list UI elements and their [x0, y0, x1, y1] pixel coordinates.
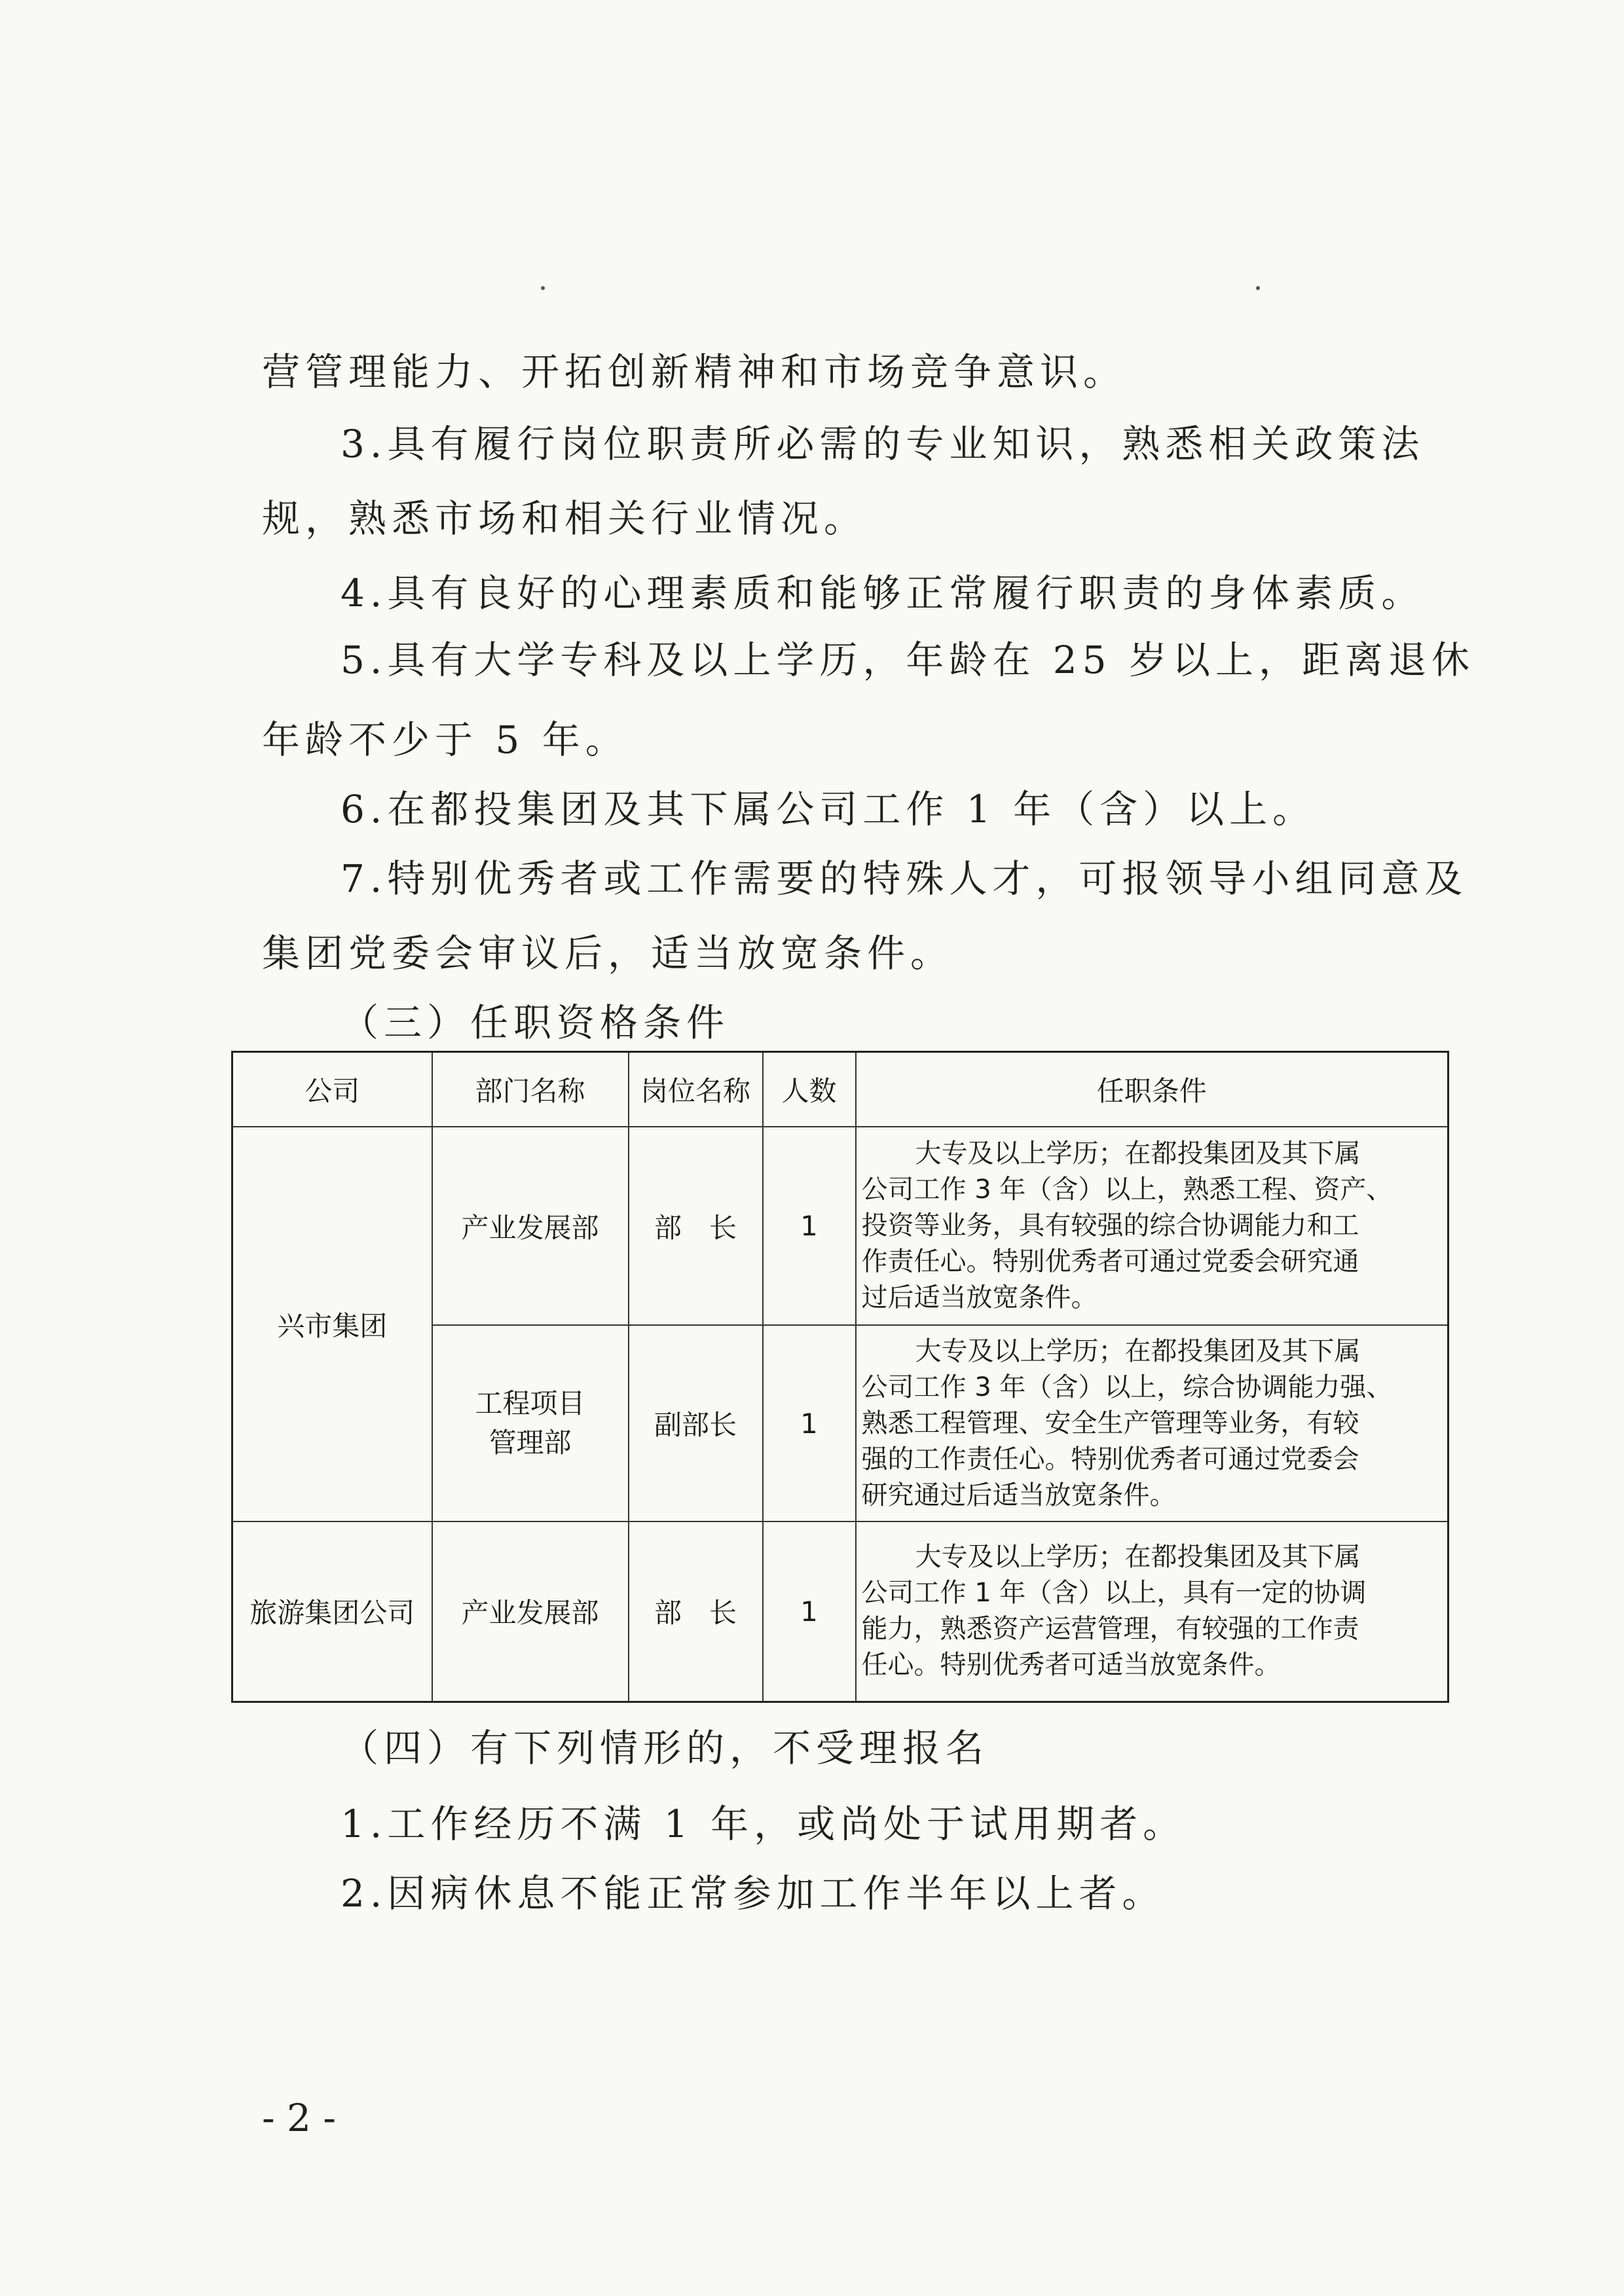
- conditions-line: 大专及以上学历；在都投集团及其下属: [915, 1336, 1361, 1366]
- conditions-line: 公司工作 3 年（含）以上，综合协调能力强、: [861, 1372, 1393, 1402]
- body-line: 5.具有大学专科及以上学历，年龄在 25 岁以上，距离退休: [341, 638, 1475, 682]
- qualification-table: [231, 1051, 1449, 1703]
- body-line: 1.工作经历不满 1 年，或尚处于试用期者。: [341, 1802, 1187, 1846]
- company-cell: 兴市集团: [232, 1127, 432, 1522]
- body-line: 营管理能力、开拓创新精神和市场竞争意识。: [262, 350, 1127, 394]
- count-cell: 1: [763, 1325, 856, 1522]
- page-number: - 2 -: [262, 2096, 336, 2140]
- conditions-line: 大专及以上学历；在都投集团及其下属: [915, 1139, 1361, 1169]
- position-cell: 副部长: [629, 1325, 763, 1522]
- header-department: 部门名称: [432, 1052, 629, 1127]
- department-line: 工程项目: [475, 1387, 585, 1419]
- section-heading-3: （三）任职资格条件: [341, 1000, 730, 1045]
- table-header-row: [232, 1052, 1449, 1127]
- conditions-cell: [856, 1127, 1449, 1325]
- scan-speck: [1256, 286, 1260, 290]
- position-cell: 部 长: [629, 1522, 763, 1702]
- conditions-cell: [856, 1522, 1449, 1702]
- table-row: [232, 1522, 1449, 1702]
- body-line: 2.因病休息不能正常参加工作半年以上者。: [341, 1871, 1166, 1916]
- conditions-line: 强的工作责任心。特别优秀者可通过党委会: [861, 1444, 1359, 1474]
- body-line: 3.具有履行岗位职责所必需的专业知识，熟悉相关政策法: [341, 422, 1425, 466]
- count-cell: 1: [763, 1127, 856, 1325]
- conditions-line: 过后适当放宽条件。: [861, 1283, 1098, 1313]
- body-line: 规，熟悉市场和相关行业情况。: [262, 496, 868, 541]
- body-line: 7.特别优秀者或工作需要的特殊人才，可报领导小组同意及: [341, 856, 1468, 901]
- conditions-line: 研究通过后适当放宽条件。: [861, 1480, 1176, 1510]
- table-row: [232, 1127, 1449, 1325]
- section-heading-4: （四）有下列情形的，不受理报名: [341, 1726, 989, 1770]
- body-line: 6.在都投集团及其下属公司工作 1 年（含）以上。: [341, 787, 1316, 831]
- body-line: 集团党委会审议后，适当放宽条件。: [262, 931, 954, 975]
- header-conditions: 任职条件: [856, 1052, 1449, 1127]
- header-position: 岗位名称: [629, 1052, 763, 1127]
- department-cell: 产业发展部: [432, 1522, 629, 1702]
- department-cell: 产业发展部: [432, 1127, 629, 1325]
- conditions-line: 任心。特别优秀者可适当放宽条件。: [861, 1650, 1281, 1681]
- conditions-line: 投资等业务，具有较强的综合协调能力和工: [861, 1211, 1359, 1241]
- conditions-line: 能力，熟悉资产运营管理，有较强的工作责: [861, 1614, 1359, 1645]
- header-count: 人数: [763, 1052, 856, 1127]
- conditions-line: 公司工作 1 年（含）以上，具有一定的协调: [861, 1578, 1367, 1609]
- conditions-line: 熟悉工程管理、安全生产管理等业务，有较: [861, 1408, 1359, 1438]
- department-line: 管理部: [489, 1427, 572, 1459]
- conditions-line: 作责任心。特别优秀者可通过党委会研究通: [861, 1247, 1359, 1277]
- count-cell: 1: [763, 1522, 856, 1702]
- body-line: 年龄不少于 5 年。: [262, 718, 629, 762]
- company-cell: 旅游集团公司: [232, 1522, 432, 1702]
- department-cell: [432, 1325, 629, 1522]
- conditions-cell: [856, 1325, 1449, 1522]
- conditions-line: 大专及以上学历；在都投集团及其下属: [915, 1542, 1361, 1573]
- position-cell: 部 长: [629, 1127, 763, 1325]
- scan-speck: [541, 286, 545, 290]
- header-company: 公司: [232, 1052, 432, 1127]
- body-line: 4.具有良好的心理素质和能够正常履行职责的身体素质。: [341, 571, 1425, 615]
- conditions-line: 公司工作 3 年（含）以上，熟悉工程、资产、: [861, 1175, 1393, 1205]
